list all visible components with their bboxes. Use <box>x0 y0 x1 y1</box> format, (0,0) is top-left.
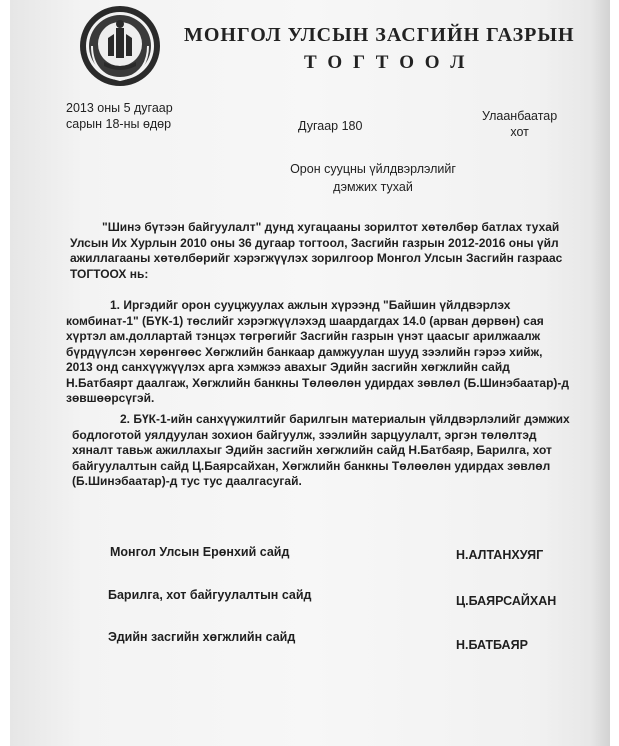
preamble-line: Улсын Их Хурлын 2010 оны 36 дугаар тогтоол, Засгийн газрын 2012-2016 оны үйл <box>70 235 559 250</box>
subject-line-1: Орон сууцны үйлдвэрлэлийг <box>290 162 456 176</box>
clause-line: бүрдүүлсэн хөрөнгөөс Хөгжлийн банкаар дамжуулан шууд зээлийн гэрээ хийж, <box>66 344 543 359</box>
date-line-2: сарын 18-ны өдөр <box>66 117 172 131</box>
document-number: Дугаар 180 <box>298 119 363 133</box>
document-date <box>66 100 173 132</box>
clause-line: комбинат-1" (БҮК-1) төслийг хэрэгжүүлэхэд шаардагдах 14.0 (арван дөрвөн) сая <box>66 313 544 328</box>
clause-line: Н.Батбаярт даалгаж, Хөгжлийн банкны Төлөөлөн удирдах зөвлөл (Б.Шинэбаатар)-д <box>66 375 570 390</box>
signatory-name: Н.БАТБАЯР <box>456 638 528 652</box>
clause-line: 2. БҮК-1-ийн санхүүжилтийг барилгын материалын үйлдвэрлэлийг дэмжих <box>120 412 570 426</box>
document-type: Т О Г Т О О Л <box>304 52 468 73</box>
date-line-1: 2013 оны 5 дугаар <box>66 101 173 115</box>
document-page <box>10 0 610 746</box>
document-place <box>482 108 557 140</box>
place-line-2: хот <box>510 125 529 139</box>
document-subject <box>288 160 458 196</box>
preamble-line: "Шинэ бүтээн байгуулалт" дунд хугацааны зорилтот хөтөлбөр батлах тухай <box>102 220 560 234</box>
signatory-title: Эдийн засгийн хөгжлийн сайд <box>108 630 296 644</box>
place-line-1: Улаанбаатар <box>482 109 558 123</box>
page-edge-shadow <box>590 0 610 746</box>
document-title: МОНГОЛ УЛСЫН ЗАСГИЙН ГАЗРЫН <box>184 24 575 46</box>
signatory-name: Ц.БАЯРСАЙХАН <box>456 594 557 608</box>
signatory-title: Барилга, хот байгуулалтын сайд <box>108 588 312 602</box>
clause-2 <box>72 412 570 490</box>
clause-line: байгуулалтын сайд Ц.Баярсайхан, Хөгжлийн банкны Төлөөлөн удирдах зөвлөл <box>72 458 551 473</box>
signatory-name: Н.АЛТАНХУЯГ <box>456 548 544 562</box>
clause-line: зөвшөөрсүгэй. <box>66 391 155 405</box>
preamble-line: ажиллагааны хөтөлбөрийг хэрэгжүүлэх зорилгоор Монгол Улсын Засгийн газраас <box>70 251 563 265</box>
subject-line-2: дэмжих тухай <box>333 180 413 194</box>
preamble <box>70 220 562 282</box>
signatory-title: Монгол Улсын Ерөнхий сайд <box>110 545 290 559</box>
clause-line: 2013 онд санхүүжүүлэх арга хэмжээ авахыг Эдийн засгийн хөгжлийн сайд <box>66 360 510 374</box>
clause-line: хяналт тавьж ажиллахыг Эдийн засгийн хөгжлийн сайд Н.Батбаяр, Барилга, хот <box>72 443 552 457</box>
clause-line: 1. Иргэдийг орон сууцжуулах ажлын хүрээнд "Байшин үйлдвэрлэх <box>110 298 511 312</box>
clause-line: (Б.Шинэбаатар)-д тус тус даалгасугай. <box>72 474 302 488</box>
state-emblem-icon <box>78 4 162 88</box>
clause-line: хүртэл ам.доллартай тэнцэх төгрөгийг Засгийн газрын үнэт цаасыг арилжаалж <box>66 329 541 343</box>
preamble-line: ТОГТООХ нь: <box>70 266 149 281</box>
clause-line: бодлоготой уялдуулан зохион байгуулж, зээлийн зарцуулалт, эргэн төлөлтэд <box>72 427 537 442</box>
clause-1 <box>66 298 569 407</box>
